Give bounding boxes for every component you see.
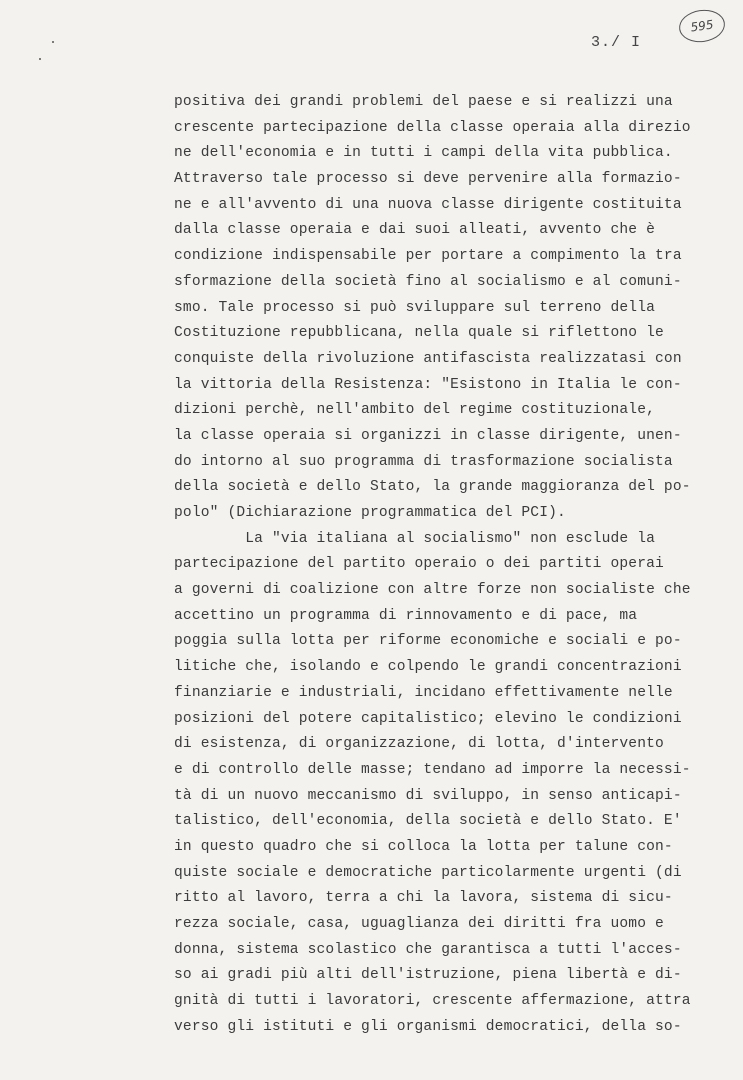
text-line: tà di un nuovo meccanismo di sviluppo, in senso anticapi- — [174, 787, 682, 804]
page-number: 3./ I — [591, 34, 642, 51]
text-line: Attraverso tale processo si deve pervenire alla formazio- — [174, 171, 682, 188]
text-line: positiva dei grandi problemi del paese e si realizzi una — [174, 94, 673, 110]
text-line: crescente partecipazione della classe operaia alla direzio — [174, 119, 691, 136]
text-line: smo. Tale processo si può sviluppare sul terreno della — [174, 299, 656, 316]
text-line: partecipazione del partito operaio o dei partiti operai — [174, 556, 664, 573]
text-line: accettino un programma di rinnovamento e di pace, ma — [174, 607, 638, 624]
ink-speck — [52, 41, 54, 43]
text-line: la classe operaia si organizzi in classe dirigente, unen- — [174, 427, 682, 444]
text-line: e di controllo delle masse; tendano ad imporre la necessi- — [174, 761, 691, 778]
text-line: di esistenza, di organizzazione, di lotta, d'intervento — [174, 736, 664, 753]
text-line: La "via italiana al socialismo" non esclude la — [174, 530, 656, 547]
text-line: in questo quadro che si colloca la lotta per talune con- — [174, 838, 673, 855]
text-line: do intorno al suo programma di trasformazione socialista — [174, 453, 673, 470]
text-line: ne dell'economia e in tutti i campi della vita pubblica. — [174, 145, 673, 162]
text-line: Costituzione repubblicana, nella quale si riflettono le — [174, 325, 664, 342]
text-line: condizione indispensabile per portare a compimento la tra — [174, 248, 682, 265]
text-line: conquiste della rivoluzione antifascista realizzatasi con — [174, 350, 682, 367]
text-line: la vittoria della Resistenza: "Esistono in Italia le con- — [174, 376, 682, 393]
text-line: ritto al lavoro, terra a chi la lavora, sistema di sicu- — [174, 890, 673, 907]
body-text — [174, 90, 704, 1040]
text-line: rezza sociale, casa, uguaglianza dei diritti fra uomo e — [174, 916, 664, 932]
text-line: ne e all'avvento di una nuova classe dirigente costituita — [174, 196, 682, 213]
archive-stamp: 595 — [677, 7, 727, 45]
text-line: finanziarie e industriali, incidano effettivamente nelle — [174, 684, 673, 701]
text-line: dizioni perchè, nell'ambito del regime costituzionale, — [174, 402, 656, 419]
text-line: donna, sistema scolastico che garantisca a tutti l'acces- — [174, 941, 682, 958]
text-line: a governi di coalizione con altre forze non socialiste che — [174, 582, 691, 599]
text-line: della società e dello Stato, la grande maggioranza del po- — [174, 479, 691, 496]
ink-speck — [39, 58, 41, 60]
text-line: gnità di tutti i lavoratori, crescente affermazione, attra — [174, 993, 691, 1010]
text-line: talistico, dell'economia, della società e dello Stato. E' — [174, 813, 682, 830]
text-line: posizioni del potere capitalistico; elevino le condizioni — [174, 710, 682, 727]
text-line: so ai gradi più alti dell'istruzione, piena libertà e di- — [174, 967, 682, 984]
text-line: litiche che, isolando e colpendo le grandi concentrazioni — [174, 659, 682, 676]
text-line: quiste sociale e democratiche particolarmente urgenti (di — [174, 864, 682, 881]
text-line: dalla classe operaia e dai suoi alleati, avvento che è — [174, 222, 656, 239]
text-line: polo" (Dichiarazione programmatica del PCI). — [174, 505, 566, 521]
text-line: verso gli istituti e gli organismi democratici, della so- — [174, 1018, 682, 1035]
text-line: sformazione della società fino al socialismo e al comuni- — [174, 273, 682, 290]
text-line: poggia sulla lotta per riforme economiche e sociali e po- — [174, 633, 682, 650]
